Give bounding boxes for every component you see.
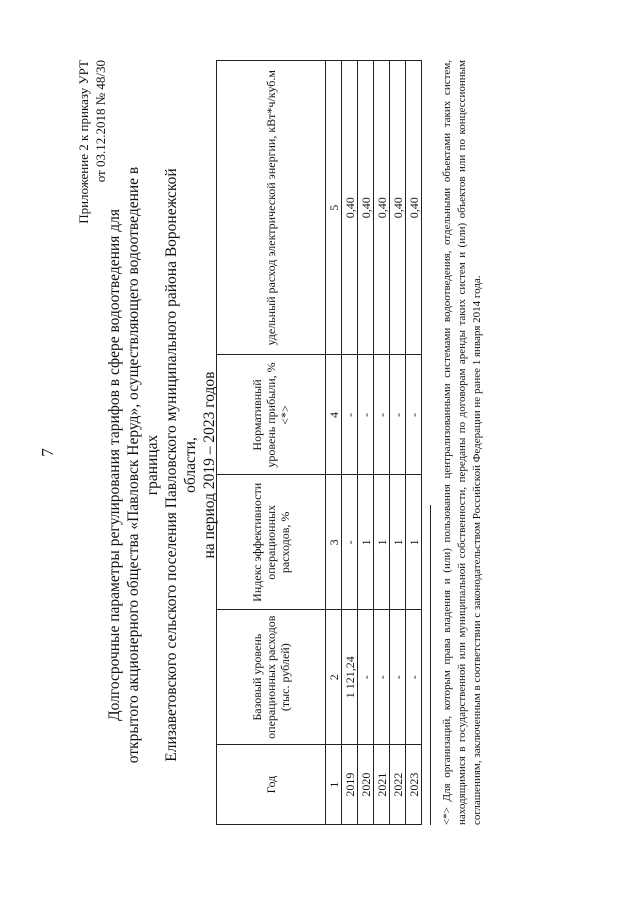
table-cell: 0,40 [390, 61, 406, 356]
table-cell: 5 [326, 61, 342, 356]
table-cell: 3 [326, 475, 342, 610]
table-cell: 1 [374, 475, 390, 610]
table-cell: - [342, 475, 358, 610]
table-cell: - [374, 355, 390, 475]
title-line-1: Долгосрочные параметры регулирования тарифов в сфере водоотведения для [106, 209, 123, 721]
title-line-4: на период 2019 – 2023 годов [201, 371, 218, 559]
header-profit-level: Нормативный уровень прибыли, % <*> [217, 355, 326, 475]
table-row [390, 61, 406, 825]
table-cell: 1 [406, 475, 422, 610]
table-cell: - [358, 355, 374, 475]
table-cell: 1 121,24 [342, 610, 358, 745]
table-cell: 1 [326, 745, 342, 825]
appendix-reference [75, 60, 109, 224]
header-efficiency-index: Индекс эффективности операционных расходов, % [217, 475, 326, 610]
table-cell: 0,40 [374, 61, 390, 356]
table-index-row [326, 61, 342, 825]
footnote-divider [430, 505, 431, 825]
table-cell: 1 [390, 475, 406, 610]
table-cell: 1 [358, 475, 374, 610]
table-row [342, 61, 358, 825]
table-cell: - [390, 355, 406, 475]
page-number: 7 [38, 448, 57, 457]
header-energy-consumption: удельный расход электрической энергии, кВт*ч/куб.м [217, 61, 326, 356]
document-title [105, 145, 219, 785]
table-cell: 0,40 [358, 61, 374, 356]
table-cell: 2020 [358, 745, 374, 825]
table-cell: 4 [326, 355, 342, 475]
header-year: Год [217, 745, 326, 825]
table-cell: - [342, 355, 358, 475]
table-cell: 2021 [374, 745, 390, 825]
table-cell: 0,40 [342, 61, 358, 356]
table-cell: 2 [326, 610, 342, 745]
table-cell: - [374, 610, 390, 745]
header-base-opex: Базовый уровень операционных расходов (тыс. рублей) [217, 610, 326, 745]
table-cell: 2023 [406, 745, 422, 825]
title-line-2: открытого акционерного общества «Павловск Неруд», осуществляющего водоотведение в границах [125, 166, 161, 764]
appendix-line-2: от 03.12.2018 № 48/30 [93, 60, 108, 183]
parameters-table [216, 60, 422, 825]
table-cell: - [358, 610, 374, 745]
table-cell: 2022 [390, 745, 406, 825]
table-row [358, 61, 374, 825]
table-cell: 2019 [342, 745, 358, 825]
table-cell: 0,40 [406, 61, 422, 356]
title-line-3: Елизаветовского сельского поселения Павловского муниципального района Воронежской области, [163, 168, 199, 762]
table-cell: - [406, 610, 422, 745]
table-row [406, 61, 422, 825]
table-header-row [217, 61, 326, 825]
table-cell: - [406, 355, 422, 475]
table-row [374, 61, 390, 825]
footnote: <*> Для организаций, которым права владения и (или) пользования централизованными системами водоотведения, отдельными объектами таких систем, находящимися в государственной или муниципальной собственности, переданы по договорам аренды таких систем и (или) объектов или по концессионным соглашениям, заключенным в соответствии с законодательством Российской Федерации не ранее 1 января 2014 года. [441, 60, 483, 825]
appendix-line-1: Приложение 2 к приказу УРТ [76, 60, 91, 224]
table-cell: - [390, 610, 406, 745]
